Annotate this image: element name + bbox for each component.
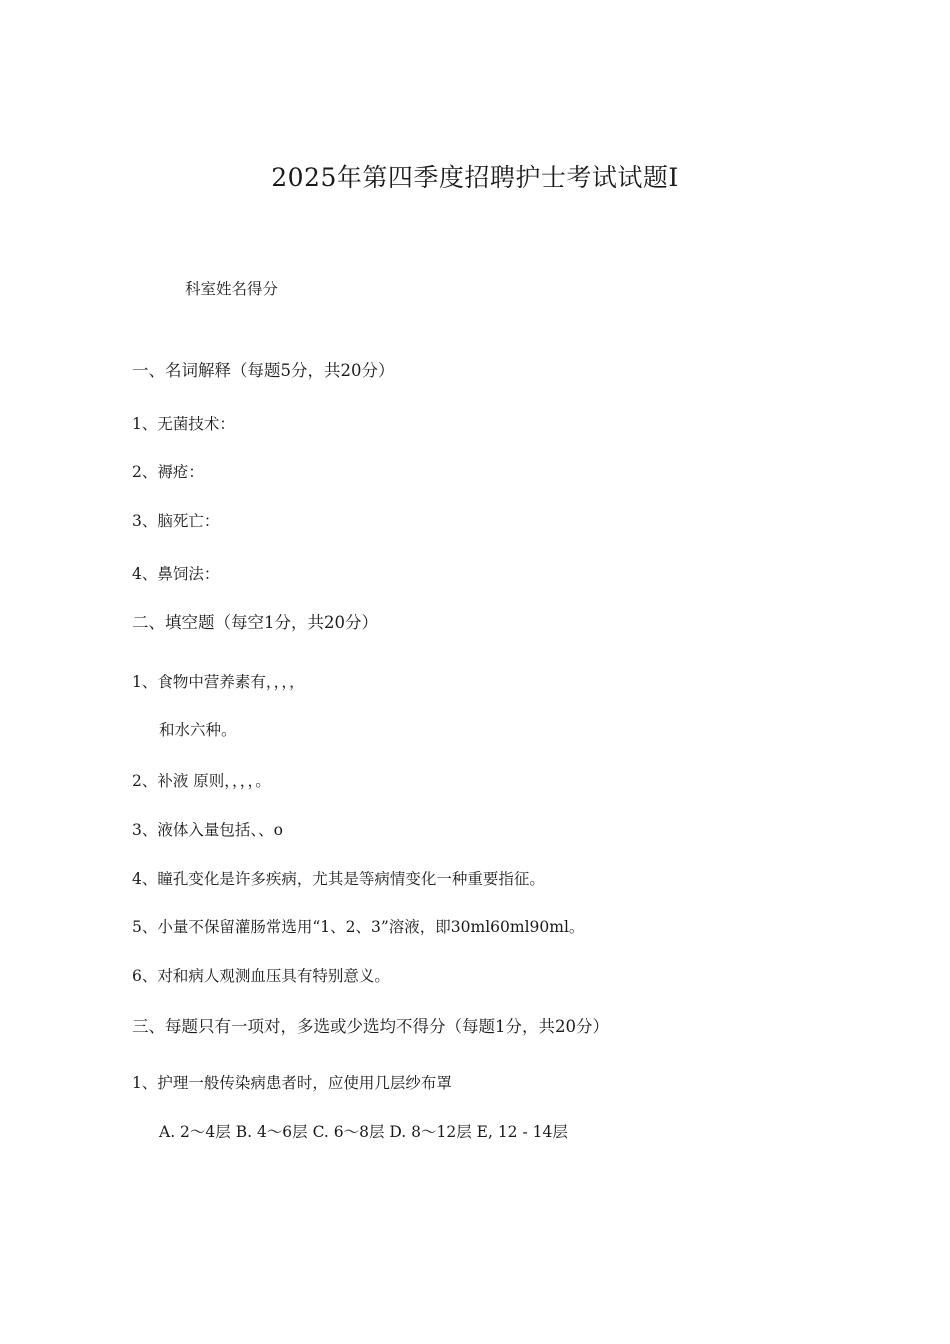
- question-item: 2、补液 原则，，，，。: [132, 772, 271, 790]
- answer-options: A. 2～4层 B. 4～6层 C. 6～8层 D. 8～12层 E, 12 - 14层: [159, 1123, 568, 1141]
- question-item: 5、小量不保留灌肠常选用“1、2、3”溶液，即30ml60ml90ml。: [132, 918, 585, 936]
- question-item: 4、瞳孔变化是许多疾病，尤其是等病情变化一种重要指征。: [132, 870, 545, 888]
- question-item: 1、食物中营养素有，，，，: [132, 673, 305, 691]
- question-item: 1、无菌技术：: [132, 415, 235, 433]
- section-heading-1: 一、名词解释（每题5分，共20分）: [132, 361, 395, 380]
- question-item: 4、鼻饲法：: [132, 565, 220, 583]
- document-title: 2025年第四季度招聘护士考试试题I: [271, 163, 679, 192]
- question-item: 1、护理一般传染病患者时，应使用几层纱布罩: [132, 1074, 452, 1092]
- section-heading-2: 二、填空题（每空1分，共20分）: [132, 613, 378, 632]
- question-item: 3、脑死亡：: [132, 512, 220, 530]
- question-item-continuation: 和水六种。: [159, 721, 237, 739]
- question-item: 3、液体入量包括、、o: [132, 821, 283, 839]
- question-item: 6、对和病人观测血压具有特别意义。: [132, 967, 390, 985]
- section-heading-3: 三、每题只有一项对，多选或少选均不得分（每题1分，共20分）: [132, 1017, 609, 1036]
- question-item: 2、褥疮：: [132, 463, 204, 481]
- header-fields: 科室姓名得分: [185, 280, 279, 298]
